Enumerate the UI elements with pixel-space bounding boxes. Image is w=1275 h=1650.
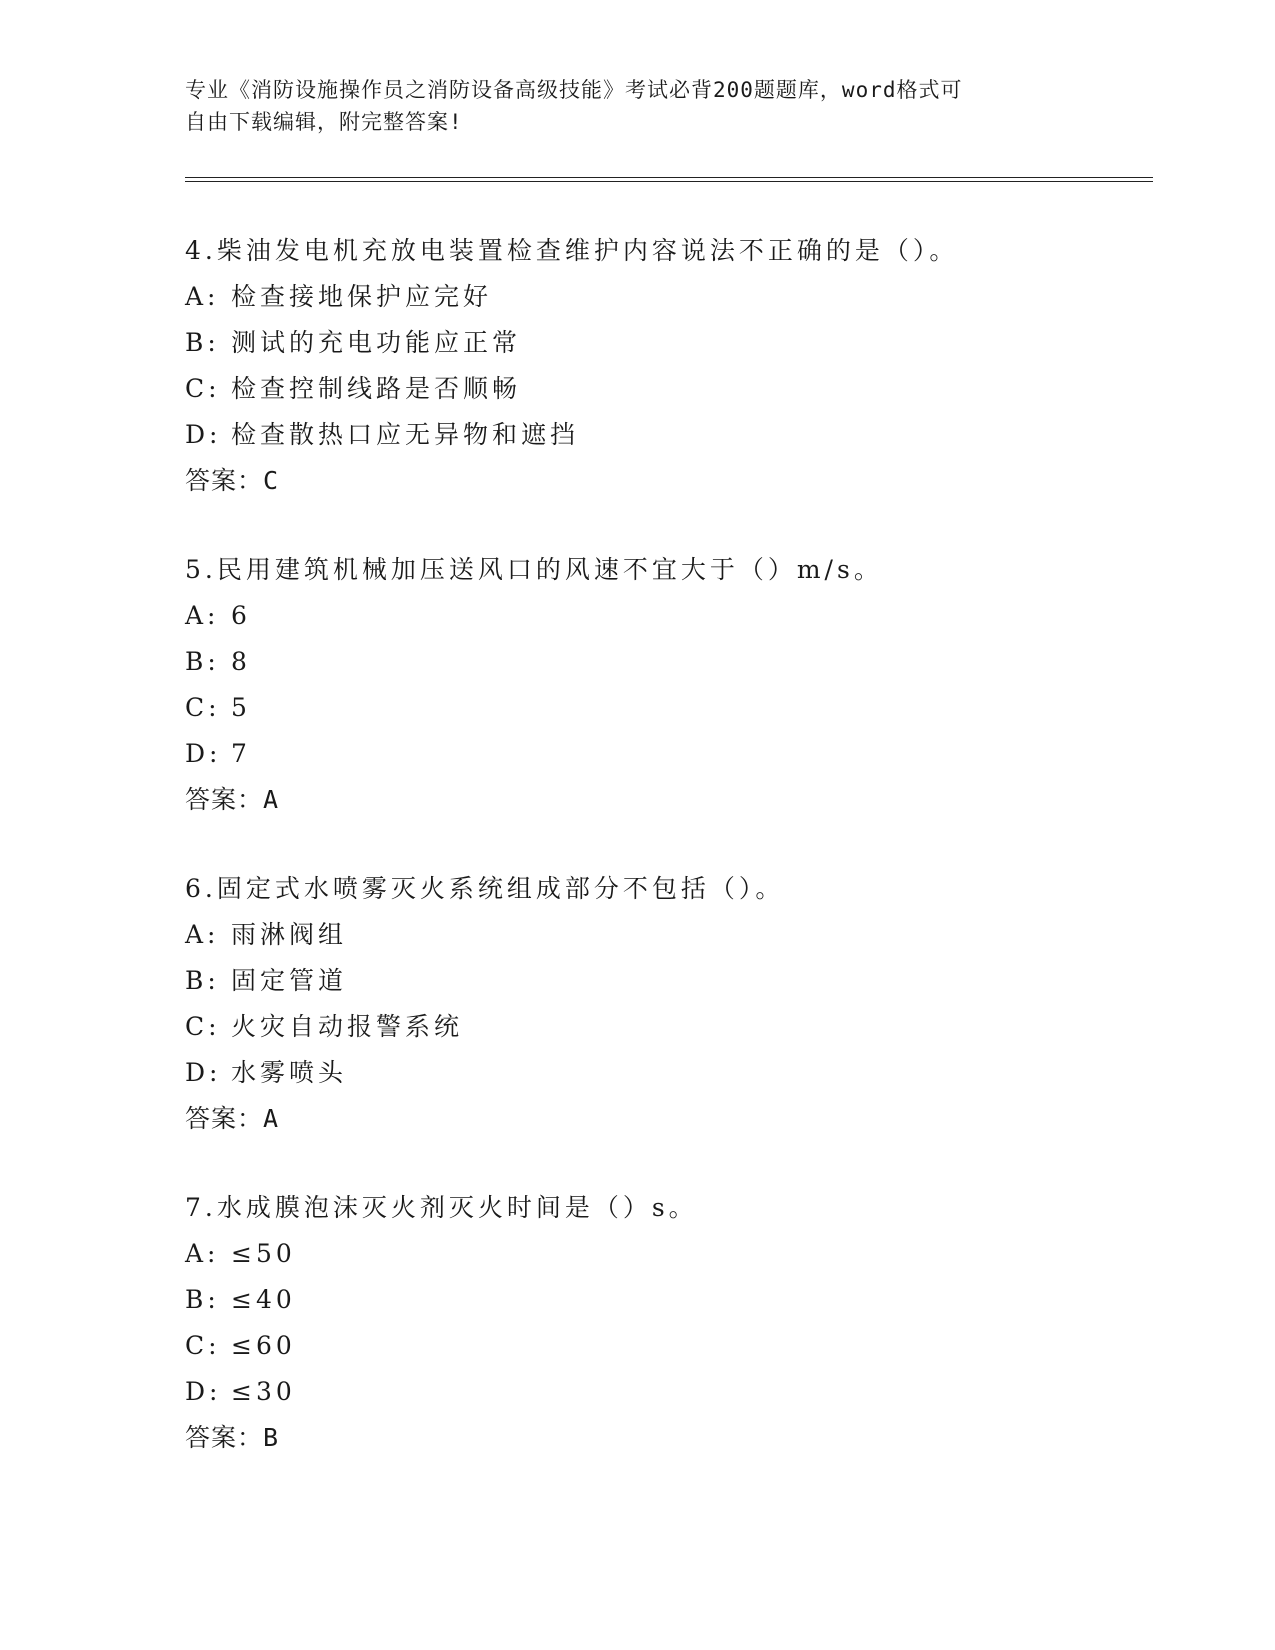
option-letter: B: [185, 1285, 220, 1314]
question-stem: 4.柴油发电机充放电装置检查维护内容说法不正确的是（）。 [185, 236, 959, 265]
option-text: 6 [231, 601, 251, 630]
option-letter: C: [185, 693, 221, 722]
question-block [185, 1185, 1135, 1461]
option-letter: A: [185, 601, 220, 630]
option-letter: A: [185, 282, 220, 311]
option-d [185, 412, 1135, 458]
answer-line: 答案：C [185, 466, 280, 495]
option-letter: C: [185, 374, 221, 403]
option-a [185, 274, 1135, 320]
option-text: ≤40 [231, 1285, 296, 1314]
option-text: 5 [231, 693, 251, 722]
option-c [185, 366, 1135, 412]
option-letter: C: [185, 1012, 221, 1041]
option-b [185, 320, 1135, 366]
option-b [185, 639, 1135, 685]
question-block [185, 228, 1135, 504]
option-letter: A: [185, 1239, 220, 1268]
option-text: 固定管道 [231, 966, 348, 995]
option-a [185, 912, 1135, 958]
option-b [185, 1277, 1135, 1323]
option-text: ≤30 [231, 1377, 296, 1406]
option-letter: D: [185, 739, 222, 768]
header-divider [185, 177, 1153, 182]
option-text: 火灾自动报警系统 [231, 1012, 464, 1041]
option-text: 检查散热口应无异物和遮挡 [231, 420, 580, 449]
question-stem: 7.水成膜泡沫灭火剂灭火时间是（）s。 [185, 1193, 698, 1222]
answer-line: 答案：A [185, 785, 280, 814]
option-letter: D: [185, 1377, 222, 1406]
answer-line: 答案：B [185, 1423, 280, 1452]
option-text: 8 [231, 647, 251, 676]
option-text: 7 [231, 739, 251, 768]
header-line-1: 专业《消防设施操作员之消防设备高级技能》考试必背200题题库，word格式可 [185, 78, 963, 102]
option-c [185, 685, 1135, 731]
option-letter: B: [185, 328, 220, 357]
question-block [185, 547, 1135, 823]
option-d [185, 1369, 1135, 1415]
document-header [185, 74, 1065, 138]
option-a [185, 1231, 1135, 1277]
option-c [185, 1004, 1135, 1050]
option-letter: D: [185, 1058, 222, 1087]
question-stem: 5.民用建筑机械加压送风口的风速不宜大于（）m/s。 [185, 555, 883, 584]
question-block [185, 866, 1135, 1142]
option-b [185, 958, 1135, 1004]
option-text: 检查接地保护应完好 [231, 282, 493, 311]
option-d [185, 731, 1135, 777]
option-text: ≤60 [231, 1331, 296, 1360]
option-letter: B: [185, 647, 220, 676]
option-letter: C: [185, 1331, 221, 1360]
option-text: 水雾喷头 [231, 1058, 348, 1087]
option-letter: D: [185, 420, 222, 449]
header-line-2: 自由下载编辑，附完整答案! [185, 110, 463, 134]
option-text: 雨淋阀组 [231, 920, 348, 949]
option-c [185, 1323, 1135, 1369]
option-letter: B: [185, 966, 220, 995]
option-text: ≤50 [231, 1239, 296, 1268]
option-letter: A: [185, 920, 220, 949]
option-text: 测试的充电功能应正常 [231, 328, 522, 357]
answer-line: 答案：A [185, 1104, 280, 1133]
option-a [185, 593, 1135, 639]
question-stem: 6.固定式水喷雾灭火系统组成部分不包括（）。 [185, 874, 785, 903]
option-text: 检查控制线路是否顺畅 [231, 374, 522, 403]
option-d [185, 1050, 1135, 1096]
